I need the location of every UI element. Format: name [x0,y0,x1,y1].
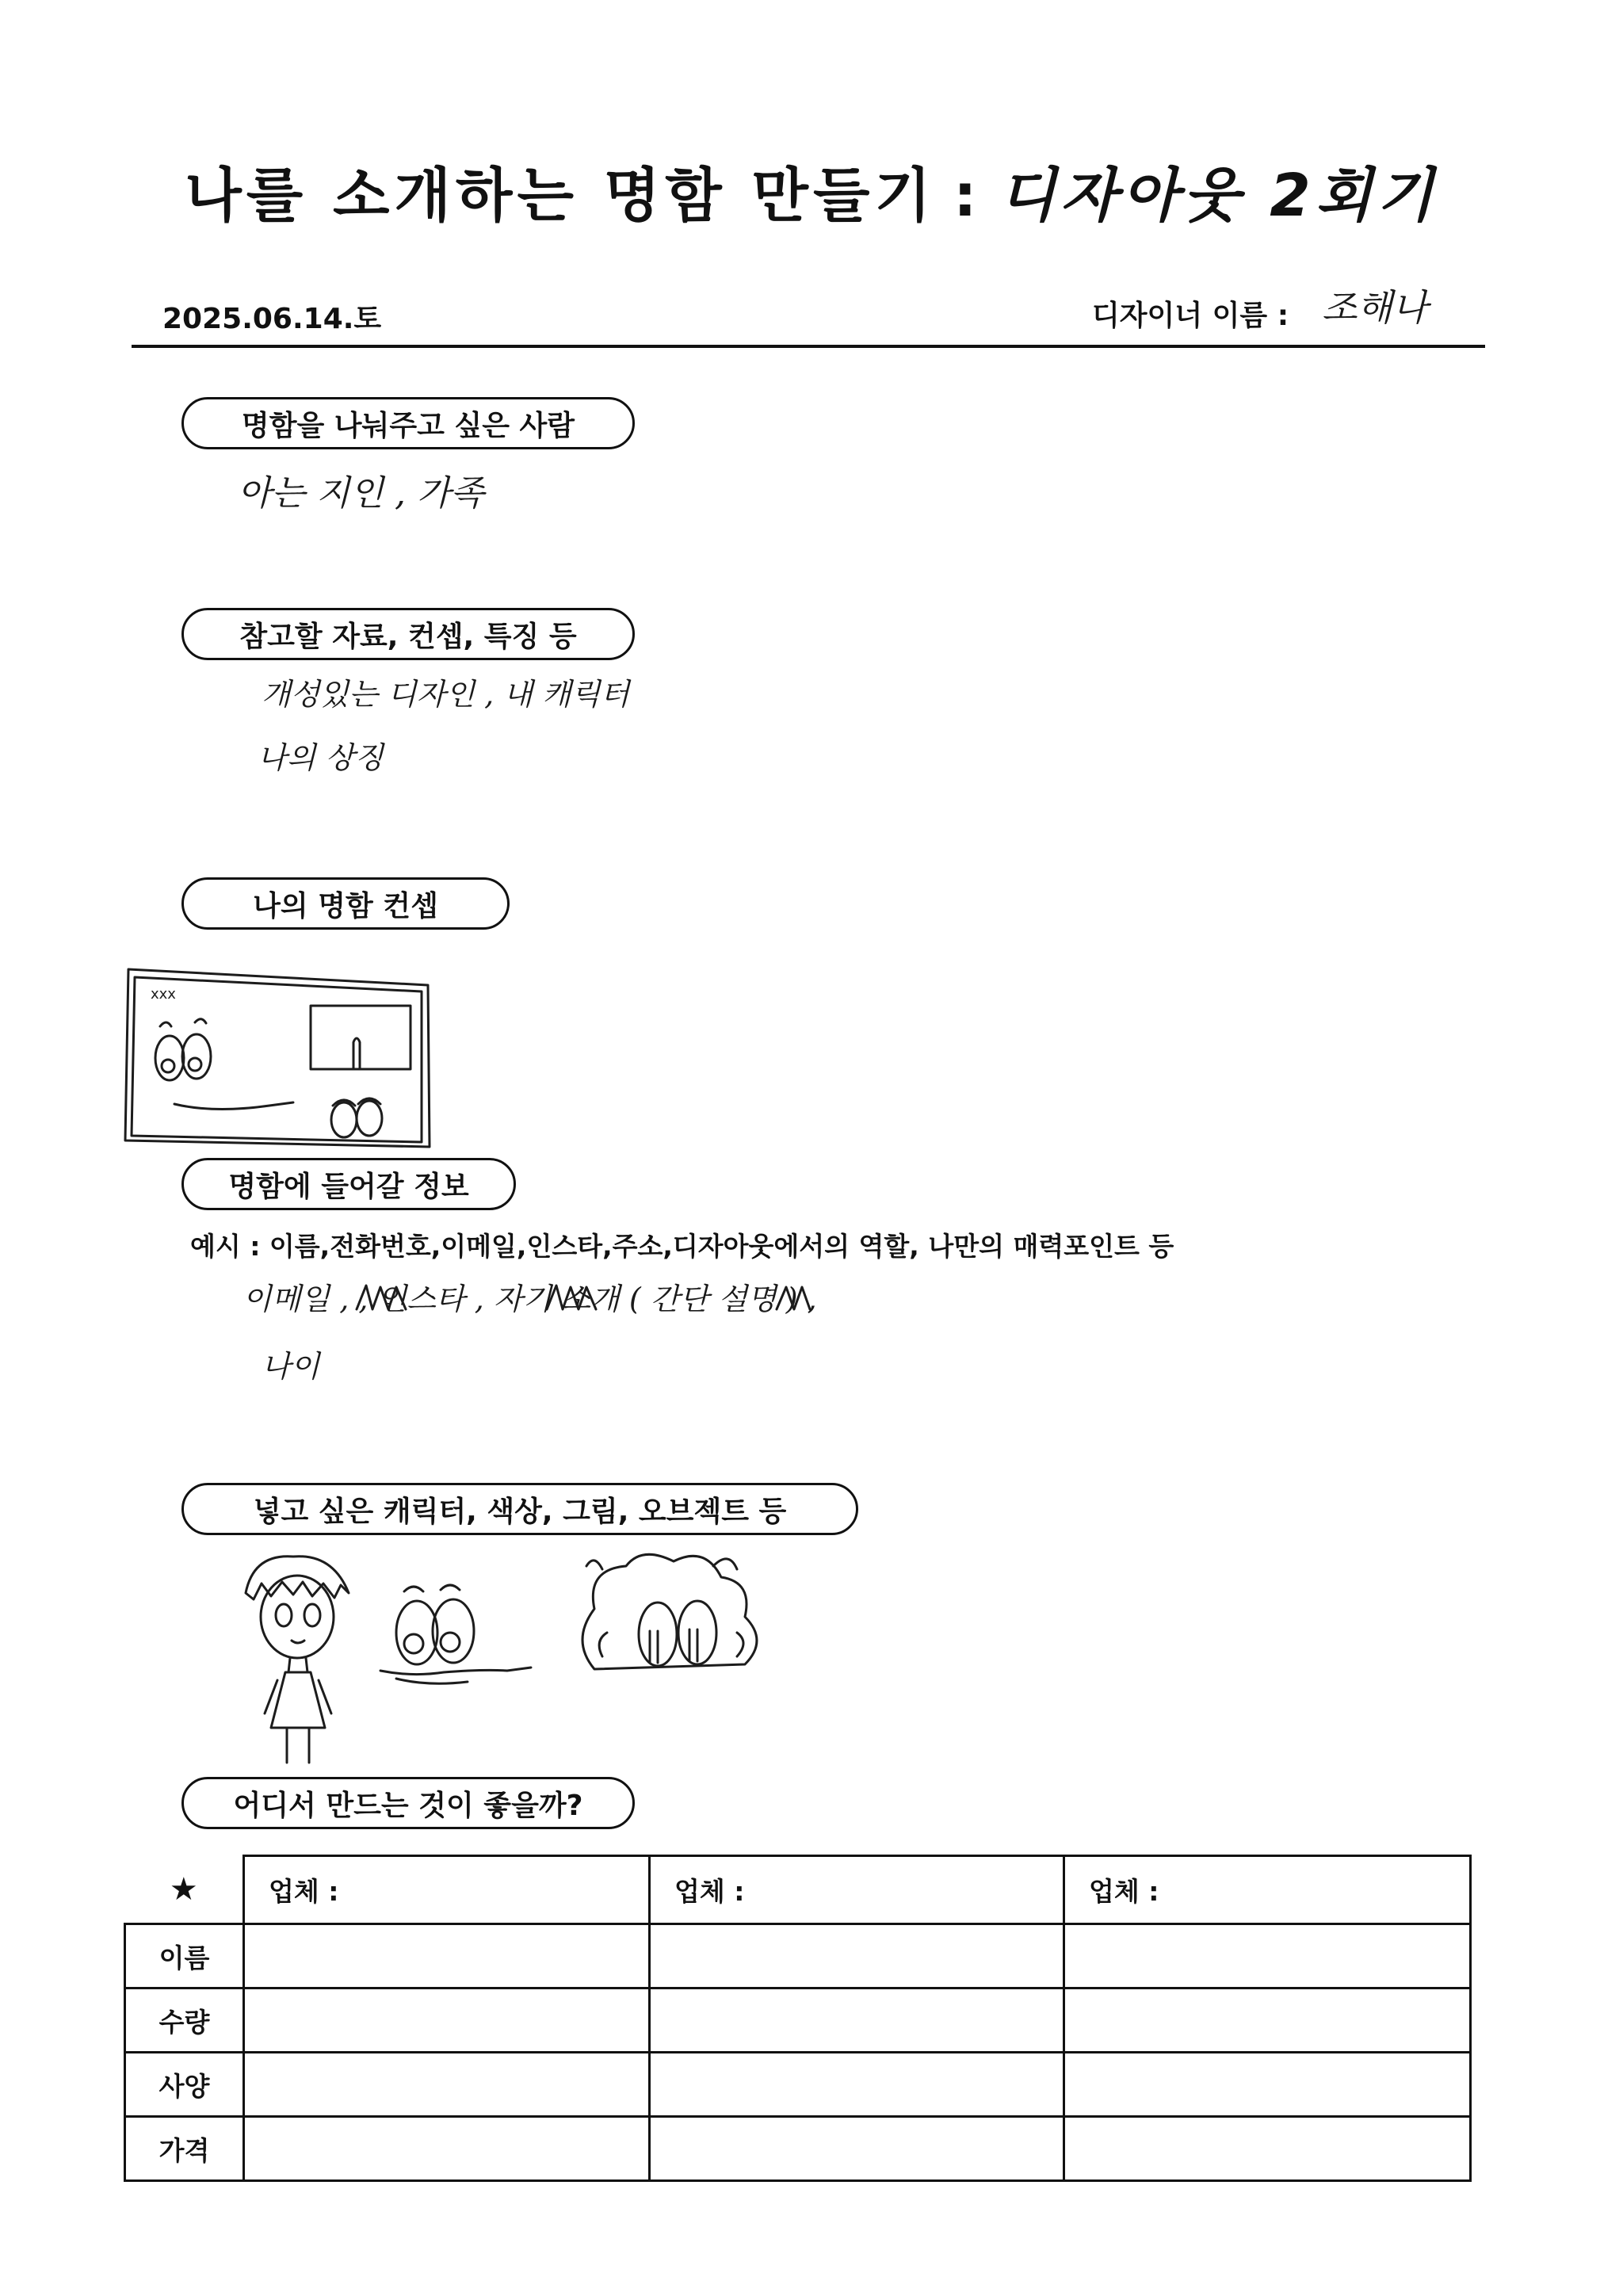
card-note-text: xxx [151,986,176,1003]
table-cell [244,2117,650,2181]
character-sketches [230,1538,848,1791]
table-cell [244,1988,650,2053]
table-header-row [125,1856,1471,1924]
row-label-spec: 사양 [125,2053,244,2117]
table-cell [650,1988,1064,2053]
table-cell [650,2053,1064,2117]
answer-references-line2: 나의 상징 [258,740,384,775]
table-cell [650,1924,1064,1988]
section-label-references: 참고할 자료, 컨셉, 특징 등 [181,608,635,660]
section-label-recipients: 명함을 나눠주고 싶은 사람 [181,397,635,449]
table-cell [1064,2117,1471,2181]
answer-references-line1: 개성있는 디자인 , 내 캐릭터 [262,677,630,712]
answer-info-line2: 나이 [262,1349,320,1384]
vendor-header-1: 업체 : [244,1856,650,1924]
card-concept-sketch [119,963,436,1153]
vendor-header-3: 업체 : [1064,1856,1471,1924]
worksheet-title [0,149,1623,233]
title-main: 나를 소개하는 명함 만들기 [185,162,936,230]
vendor-comparison-table [124,1855,1472,2182]
title-sub: 디자아웃 2회기 [999,162,1438,230]
row-label-name: 이름 [125,1924,244,1988]
section-label-info: 명함에 들어갈 정보 [181,1158,516,1210]
answer-info-line1: 이메일 , , 인스타 , 자기 소개 ( 간단 설명 ) , [242,1282,817,1316]
section-label-characters: 넣고 싶은 캐릭터, 색상, 그림, 오브젝트 등 [181,1483,858,1535]
section-label-concept: 나의 명함 컨셉 [181,877,510,930]
vendor-header-2: 업체 : [650,1856,1064,1924]
row-label-quantity: 수량 [125,1988,244,2053]
designer-name-label: 디자이너 이름 : [1092,300,1289,332]
row-label-price: 가격 [125,2117,244,2181]
star-icon: ★ [125,1856,244,1924]
answer-recipients: 아는 지인 , 가족 [238,473,484,514]
table-cell [650,2117,1064,2181]
worksheet-date: 2025.06.14.토 [162,303,382,335]
table-row [125,1988,1471,2053]
info-example-text: 예시 : 이름,전화번호,이메일,인스타,주소,디자아웃에서의 역할, 나만의 매력포인트 등 [190,1231,1174,1262]
table-cell [1064,2053,1471,2117]
table-cell [1064,1924,1471,1988]
designer-name-value: 조해나 [1322,286,1428,329]
table-row [125,1924,1471,1988]
table-row [125,2117,1471,2181]
title-separator: : [953,162,982,230]
table-cell [244,2053,650,2117]
table-cell [244,1924,650,1988]
table-row [125,2053,1471,2117]
section-label-where: 어디서 만드는 것이 좋을까? [181,1777,635,1829]
scribble-marks [349,1278,983,1325]
table-cell [1064,1988,1471,2053]
header-rule [132,345,1485,348]
